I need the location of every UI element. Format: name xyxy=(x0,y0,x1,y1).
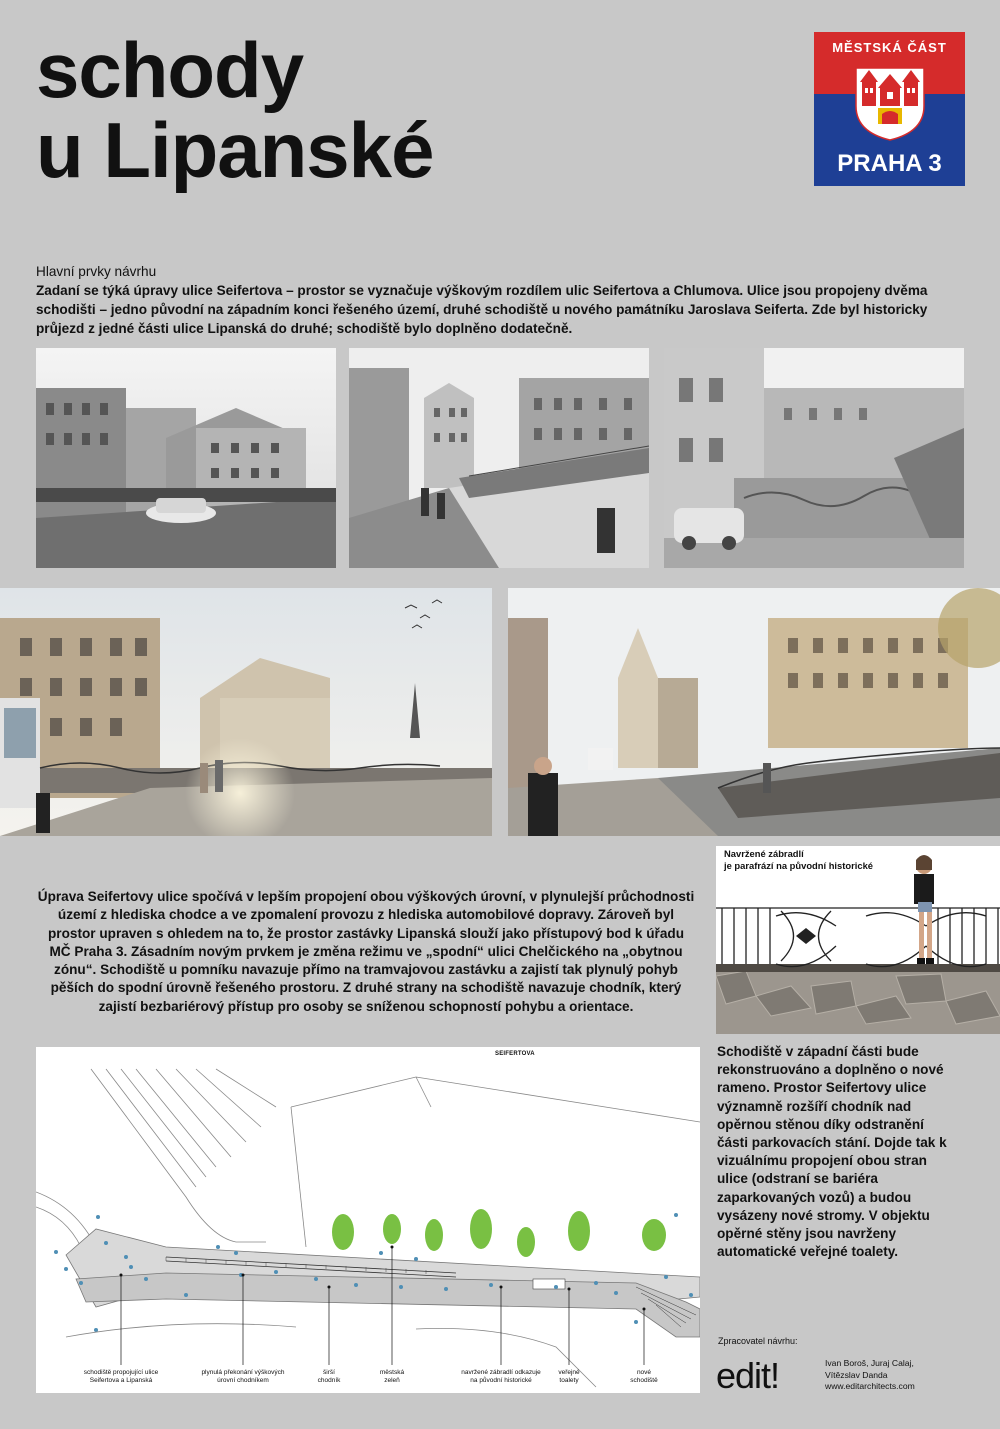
plan-label-greenery: městská zeleň xyxy=(379,1369,405,1384)
railing-caption-line-1: Navržené zábradlí xyxy=(724,848,804,859)
intro-heading: Hlavní prvky návrhu xyxy=(36,264,157,279)
plan-label-sidewalk-levels: plynulá překonání výškových úrovní chodníkem xyxy=(201,1369,285,1384)
plan-label-staircase: schodiště propojující ulice Seifertova a Lipanská xyxy=(83,1369,159,1384)
authors-line-2: Vítězslav Danda xyxy=(825,1369,888,1380)
logo-top-text: MĚSTSKÁ ČÁST xyxy=(832,40,947,55)
plan-label-new-stairs: nové schodiště xyxy=(630,1369,658,1384)
description-text: Úprava Seifertovy ulice spočívá v lepším propojení obou výškových úrovní, v plynulejší průchodnosti území z hlediska chodce a ve zpomalení provozu z hlediska automobilové dopravy. Zároveň byl prostor upraven s ohledem na to, že prostor zastávky Lipanská slouží jako přístupový bod k úřadu MČ Praha 3. Zásadním novým prvkem je změna režimu ve „spodní“ ulici Chelčického na „obytnou zónu“. Schodiště u pomníku navazuje přímo na tramvajovou zastávku a zajistí tak plynulý pohyb pěších do spodní úrovně řešeného prostoru. Z druhé strany na schodiště navazuje chodník, který zajistí bezbariérový přístup pro osoby se sníženou schopností pohybu a orientace. xyxy=(37,889,695,1014)
coat-of-arms-icon xyxy=(852,62,928,142)
edit-logo: edit! xyxy=(716,1355,780,1396)
page-title xyxy=(36,26,434,194)
logo-bottom-text: PRAHA 3 xyxy=(837,150,942,177)
title-line-1: schody xyxy=(36,26,304,114)
plan-label-wider-sidewalk: širší chodník xyxy=(317,1369,341,1384)
plan-street-label: SEIFERTOVA xyxy=(495,1051,535,1057)
intro-text: Zadaní se týká úpravy ulice Seifertova – prostor se vyznačuje výškovým rozdílem ulic Seifertova a Chlumova. Ulice jsou propojeny dvěma schodišti – jedno původní na západním konci řešeného území, druhé schodiště u nového památníku Jaroslava Seiferta. Zde byl historicky průjezd z jedné části ulice Lipanská do druhé; schodiště bylo doplněno dodatečně. xyxy=(36,283,928,336)
website-link[interactable]: www.editarchitects.com xyxy=(825,1381,915,1391)
plan-label-toilets: veřejné toalety xyxy=(558,1369,580,1384)
railing-caption-line-2: je parafrází na původní historické xyxy=(724,860,873,871)
intro-block xyxy=(36,262,936,338)
title-line-2: u Lipanské xyxy=(36,106,434,194)
railing-caption xyxy=(724,848,904,872)
authors-line-1: Ivan Boroš, Juraj Calaj, xyxy=(825,1358,914,1368)
photo-existing-3 xyxy=(664,348,964,568)
plan-label-railing: navržené zábradlí odkazuje na původní historické xyxy=(461,1369,541,1384)
photo-existing-2 xyxy=(349,348,649,568)
credits-authors xyxy=(825,1358,915,1393)
side-text: Schodiště v západní části bude rekonstruováno a doplněno o nové rameno. Prostor Seifertovy ulice významně rozšíří chodník nad opěrnou stěnou díky odstranění části parkovacích stání. Dojde tak k vizuálnímu propojení obou stran ulice (odstraní se bariéra zaparkovaných vozů) a budou vysázeny nové stromy. V objektu opěrné stěny jsou navrženy automatické veřejné toalety. xyxy=(717,1044,947,1260)
site-plan xyxy=(36,1047,700,1393)
visualization-1 xyxy=(0,588,492,836)
praha3-logo xyxy=(814,32,965,186)
credits-label: Zpracovatel návrhu: xyxy=(718,1336,798,1346)
photo-existing-1 xyxy=(36,348,336,568)
visualization-2 xyxy=(508,588,1000,836)
railing-inset xyxy=(716,846,1000,1034)
